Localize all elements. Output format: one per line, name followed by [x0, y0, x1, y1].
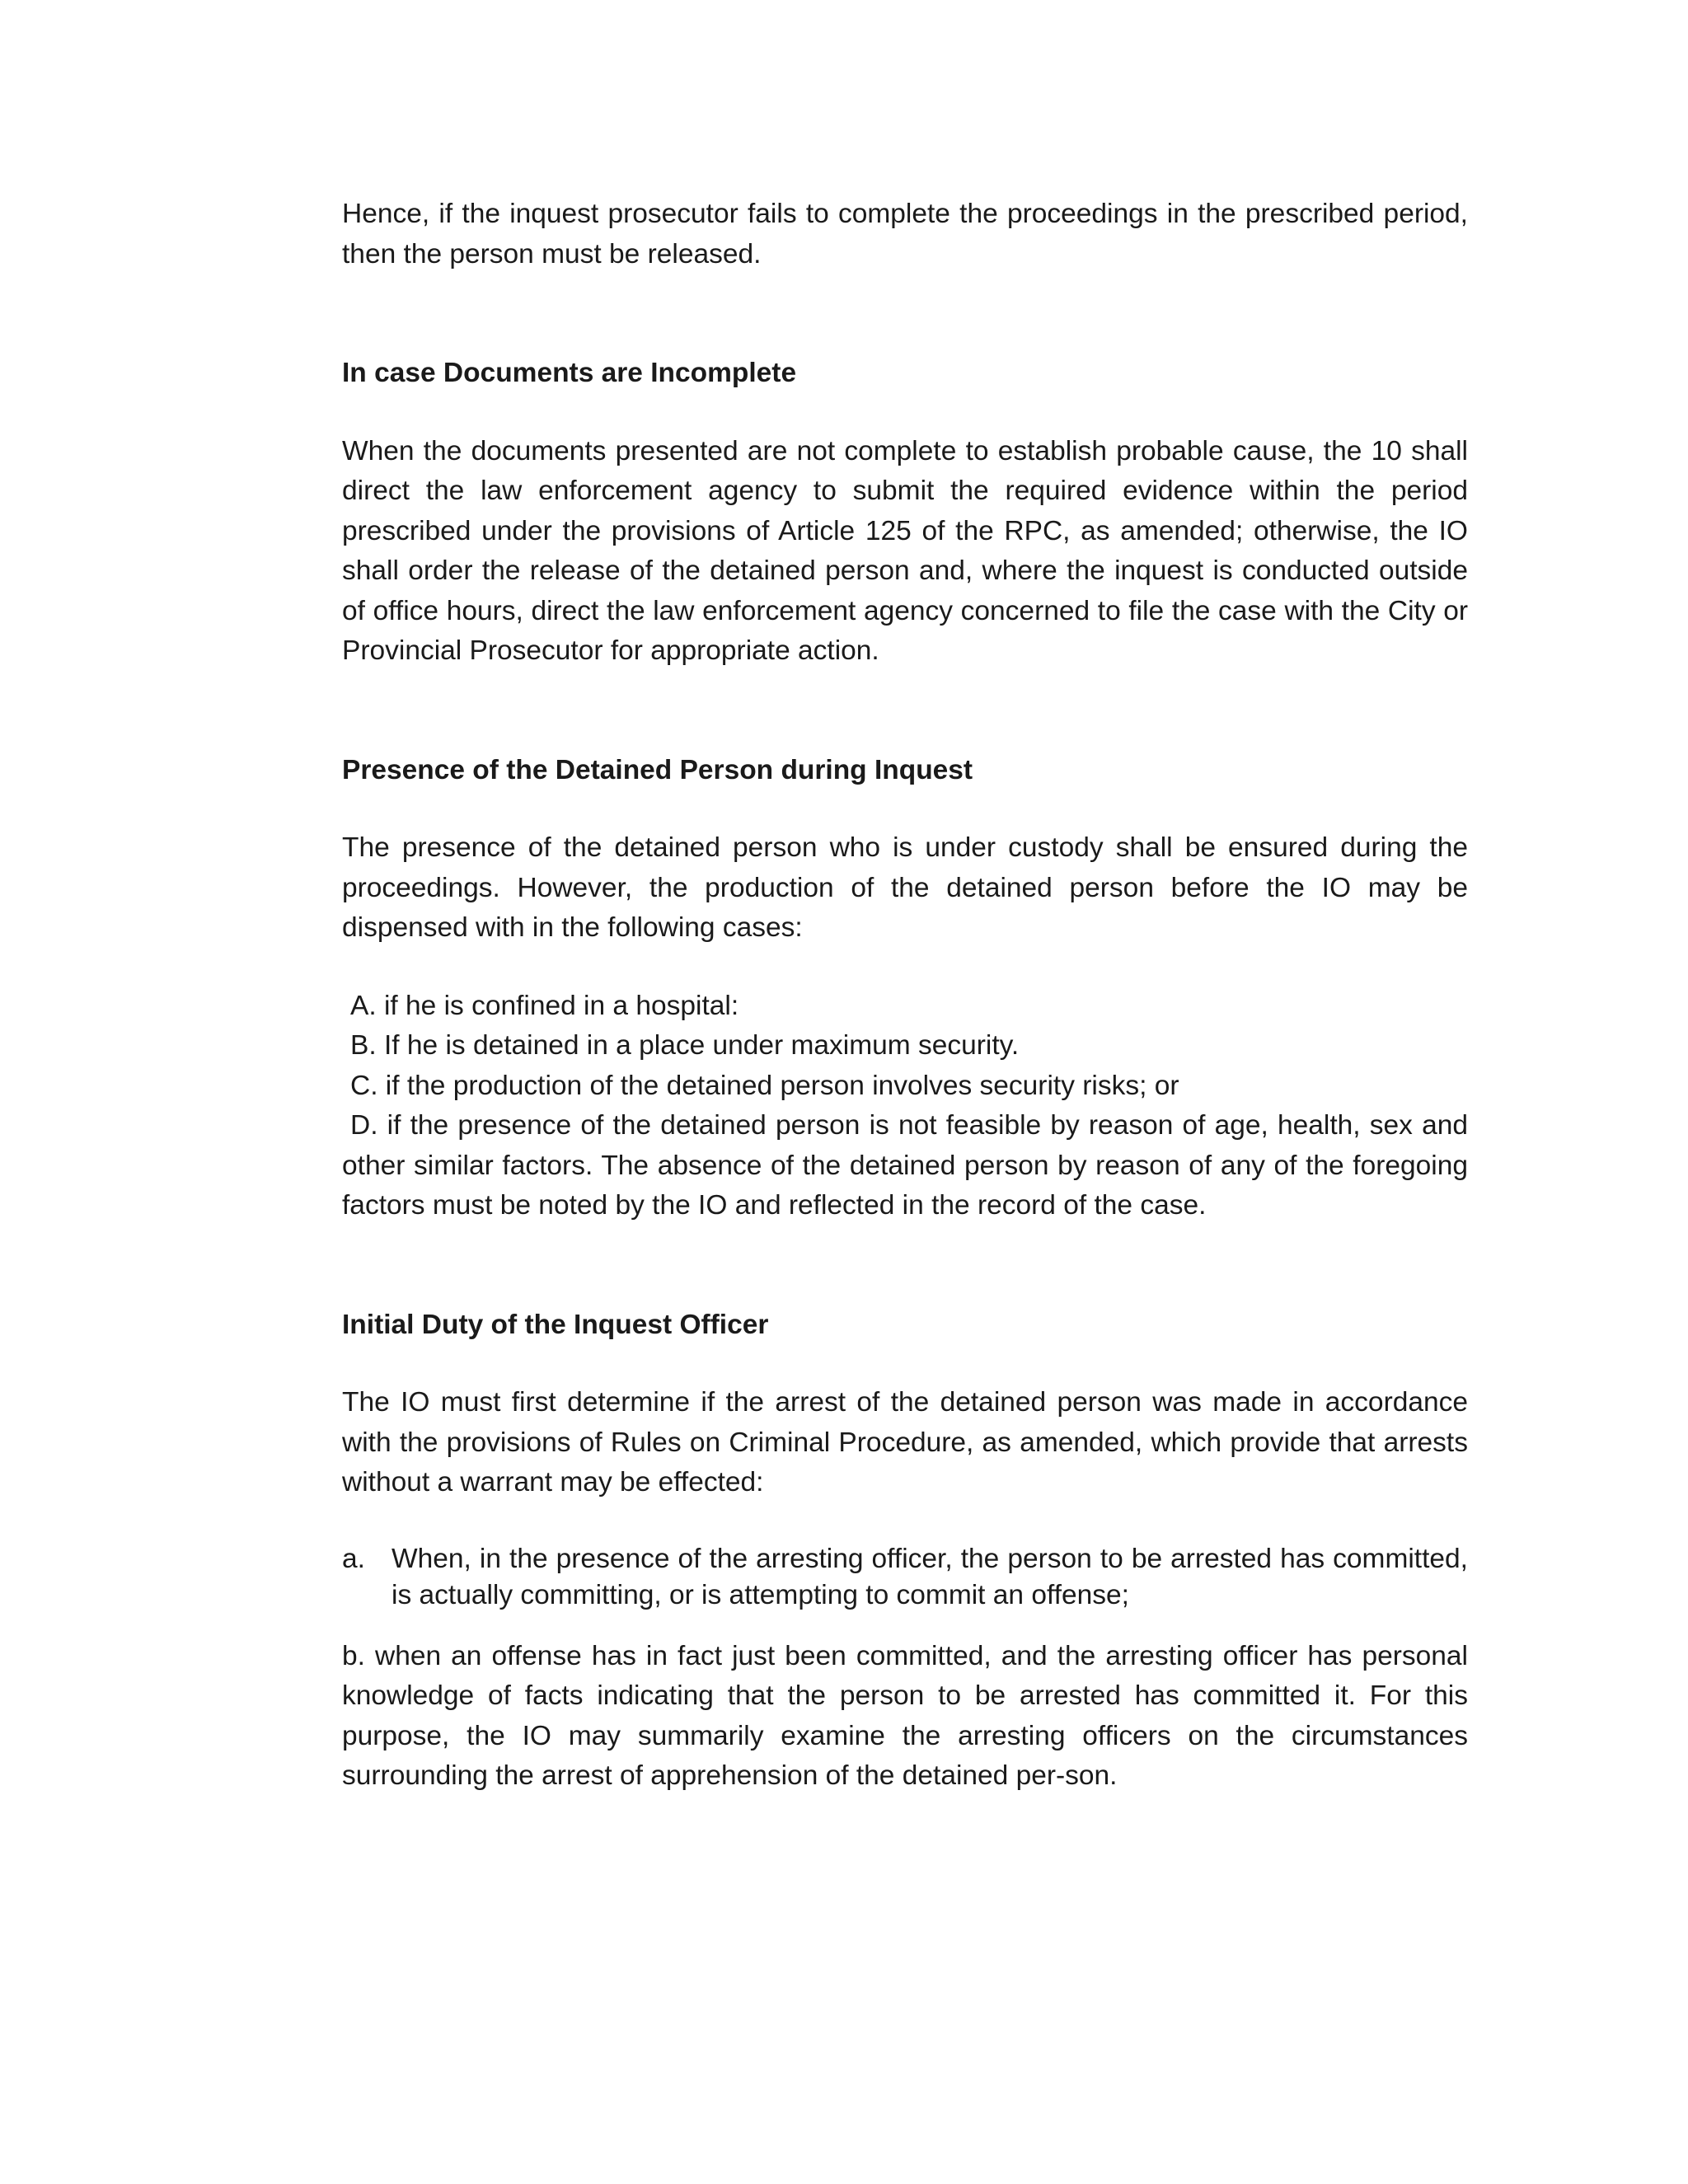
- heading-initial-duty: Initial Duty of the Inquest Officer: [342, 1309, 769, 1340]
- heading-presence-detained-person: Presence of the Detained Person during Inquest: [342, 754, 973, 785]
- document-page: [342, 194, 1468, 1797]
- list-item-text: When, in the presence of the arresting officer, the person to be arrested has committed, is actually committing, or is attempting to commit an offense;: [392, 1543, 1468, 1610]
- heading-documents-incomplete: In case Documents are Incomplete: [342, 358, 797, 388]
- warrantless-arrest-item-b: b. when an offense has in fact just been committed, and the arresting officer has personal knowledge of facts indicating that the person to be arrested has committed it. For this purpose, the IO may summarily examine the arresting officers on the circumstances surrounding the arrest of apprehension of the detained per-son.: [342, 1640, 1468, 1791]
- list-marker: a.: [342, 1543, 365, 1574]
- list-item: A. if he is confined in a hospital:: [350, 990, 739, 1021]
- intro-paragraph: Hence, if the inquest prosecutor fails to complete the proceedings in the prescribed period, then the person must be released.: [342, 199, 1468, 269]
- list-item: C. if the production of the detained person involves security risks; or: [350, 1070, 1179, 1101]
- list-item: D. if the presence of the detained person is not feasible by reason of age, health, sex and other similar factors. The absence of the detained person by reason of any of the foregoing factors must be noted by the IO and reflected in the record of the case.: [342, 1110, 1468, 1221]
- initial-duty-paragraph: The IO must first determine if the arrest of the detained person was made in accordance with the provisions of Rules on Criminal Procedure, as amended, which provide that arrests without a warrant may be effected:: [342, 1387, 1468, 1497]
- presence-cases-list: [342, 987, 1468, 1226]
- incomplete-documents-paragraph: When the documents presented are not complete to establish probable cause, the 10 shall direct the law enforcement agency to submit the required evidence within the period prescribed under the provisions of Article 125 of the RPC, as amended; otherwise, the IO shall order the release of the detained person and, where the inquest is conducted outside of office hours, direct the law enforcement agency concerned to file the case with the City or Provincial Prosecutor for appropriate action.: [342, 435, 1468, 666]
- warrantless-arrest-item-a: [342, 1541, 1468, 1614]
- presence-paragraph: The presence of the detained person who is under custody shall be ensured during the proceedings. However, the production of the detained person before the IO may be dispensed with in the following cases:: [342, 832, 1468, 943]
- list-item: B. If he is detained in a place under maximum security.: [350, 1030, 1020, 1061]
